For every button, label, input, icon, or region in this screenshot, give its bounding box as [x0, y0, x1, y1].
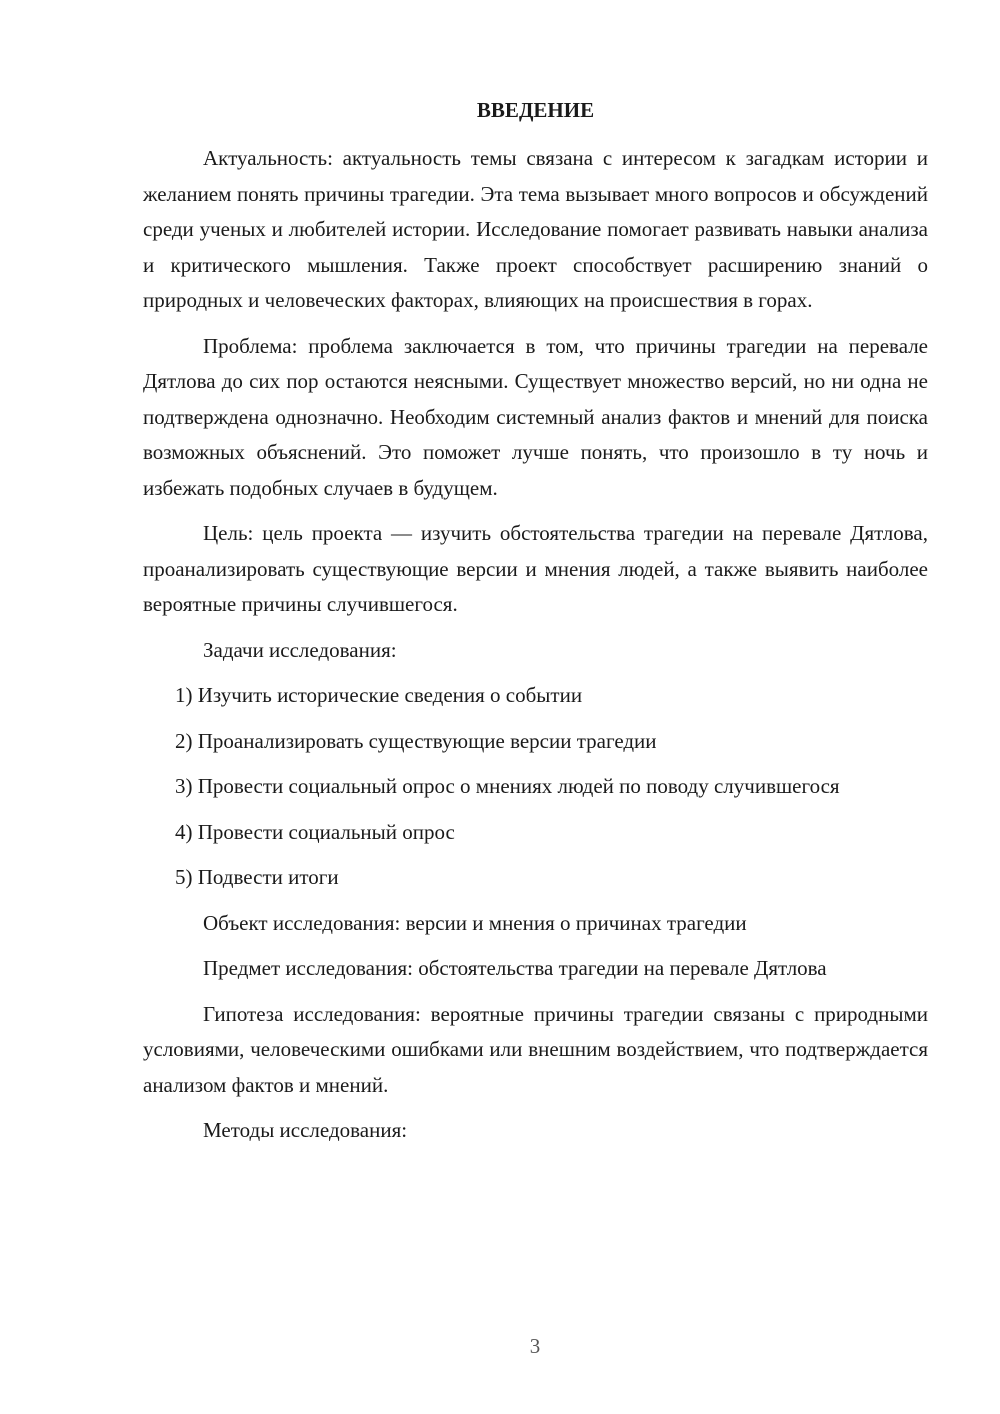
goal-paragraph: Цель: цель проекта — изучить обстоятельства трагедии на перевале Дятлова, проанализировать существующие версии и мнения людей, а также выявить наиболее вероятные причины случившегося.: [143, 521, 928, 616]
object-paragraph: Объект исследования: версии и мнения о причинах трагедии: [203, 910, 747, 935]
task-item: 2) Проанализировать существующие версии трагедии: [175, 728, 657, 753]
task-item: 5) Подвести итоги: [175, 865, 339, 889]
task-item: 1) Изучить исторические сведения о событии: [175, 683, 583, 707]
page-title: ВВЕДЕНИЕ: [476, 98, 595, 122]
page-number: 3: [529, 1334, 541, 1358]
relevance-paragraph: Актуальность: актуальность темы связана с интересом к загадкам истории и желанием понять причины трагедии. Эта тема вызывает много вопросов и обсуждений среди ученых и любителей истории. Исследование помогает развивать навыки анализа и критического мышления. Также проект способствует расширению знаний о природных и человеческих факторах, влияющих на происшествия в горах.: [143, 146, 928, 312]
methods-heading: Методы исследования:: [203, 1118, 408, 1142]
task-item: 4) Провести социальный опрос: [175, 819, 455, 844]
problem-paragraph: Проблема: проблема заключается в том, что причины трагедии на перевале Дятлова до сих пор остаются неясными. Существует множество версий, но ни одна не подтверждена однозначно. Необходим системный анализ фактов и мнений для поиска возможных объяснений. Это поможет лучше понять, что произошло в ту ночь и избежать подобных случаев в будущем.: [143, 333, 928, 500]
hypothesis-paragraph: Гипотеза исследования: вероятные причины трагедии связаны с природными условиями, человеческими ошибками или внешним воздействием, что подтверждается анализом фактов и мнений.: [143, 1001, 928, 1097]
document-page: [143, 92, 928, 1159]
tasks-heading: Задачи исследования:: [203, 637, 397, 662]
subject-paragraph: Предмет исследования: обстоятельства трагедии на перевале Дятлова: [203, 956, 827, 980]
task-item: 3) Провести социальный опрос о мнениях людей по поводу случившегося: [175, 774, 840, 798]
